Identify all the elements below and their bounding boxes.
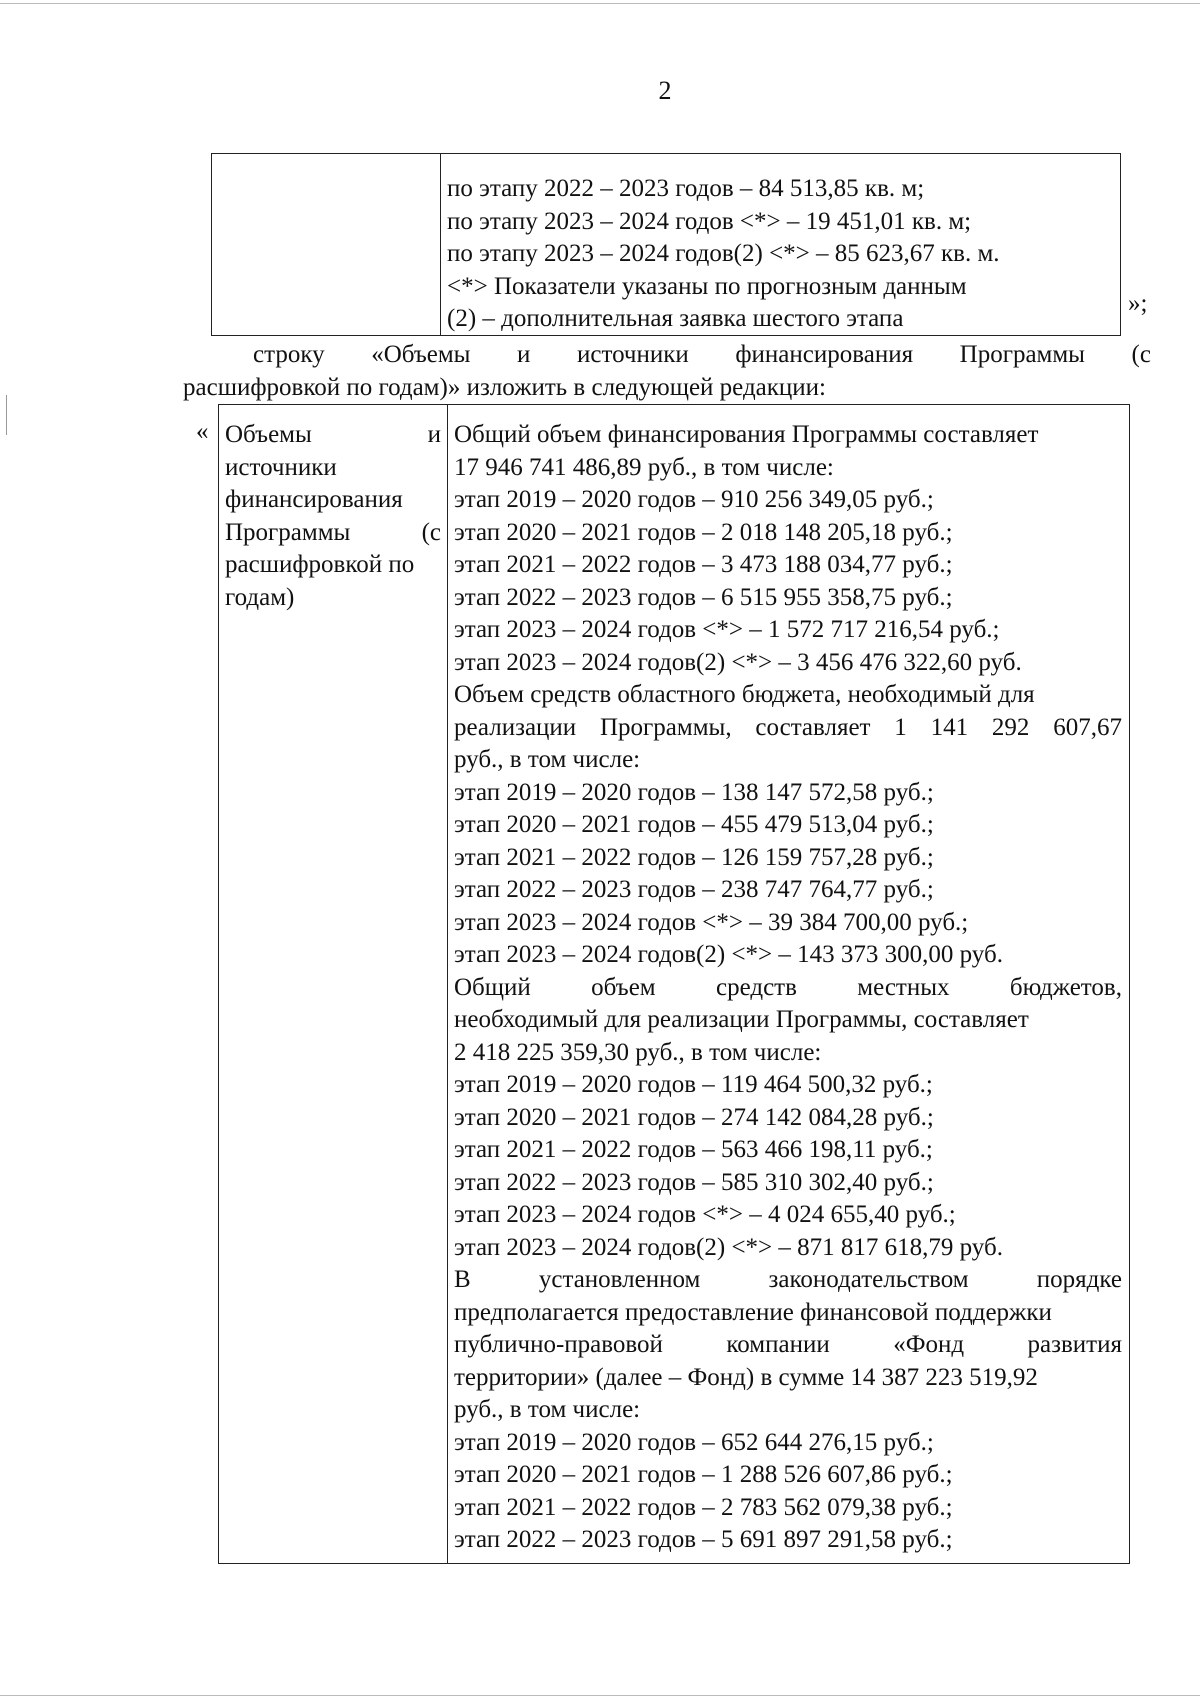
table-line-text: 2 418 225 359,30 руб., в том числе: bbox=[454, 1038, 822, 1066]
opening-quote: « bbox=[196, 418, 209, 445]
table-line-text: этап 2023 – 2024 годов(2) <*> – 871 817 618,79 руб. bbox=[454, 1233, 1003, 1261]
table-line bbox=[454, 1102, 1122, 1135]
table-line-text: и bbox=[427, 421, 441, 448]
paragraph-word: источники bbox=[577, 341, 689, 368]
amendment-paragraph bbox=[183, 339, 1151, 404]
table-line bbox=[454, 614, 1122, 647]
table-line-text: 292 bbox=[991, 713, 1030, 741]
table-line-text: средств bbox=[716, 973, 797, 1001]
top-table-line: по этапу 2023 – 2024 годов <*> – 19 451,01 кв. м; bbox=[447, 207, 972, 235]
table-line-text: этап 2020 – 2021 годов – 1 288 526 607,86 руб.; bbox=[454, 1461, 953, 1488]
table-line-text: этап 2020 – 2021 годов – 455 479 513,04 руб.; bbox=[454, 811, 934, 838]
table-line bbox=[454, 1199, 1122, 1232]
table-line-text: «Фонд bbox=[893, 1331, 965, 1358]
table-line bbox=[454, 517, 1122, 550]
paragraph-word: и bbox=[517, 341, 531, 368]
table-line-text: этап 2023 – 2024 годов(2) <*> – 143 373 300,00 руб. bbox=[454, 941, 1003, 968]
table-line-text: этап 2023 – 2024 годов <*> – 1 572 717 216,54 руб.; bbox=[454, 616, 1000, 643]
scan-edge-left bbox=[6, 395, 7, 435]
table-line-text: этап 2022 – 2023 годов – 585 310 302,40 руб.; bbox=[454, 1168, 934, 1196]
top-table-line: <*> Показатели указаны по прогнозным данным bbox=[447, 272, 967, 300]
table-line bbox=[454, 744, 1122, 777]
table-line bbox=[454, 1524, 1122, 1557]
table-line-text: этап 2019 – 2020 годов – 910 256 349,05 руб.; bbox=[454, 486, 934, 513]
table-line-text: этап 2023 – 2024 годов(2) <*> – 3 456 476 322,60 руб. bbox=[454, 648, 1022, 676]
table-line bbox=[454, 1362, 1122, 1395]
table-line bbox=[454, 1069, 1122, 1102]
table-line-text: объем bbox=[591, 973, 656, 1001]
table-line bbox=[225, 452, 441, 485]
table-line bbox=[454, 452, 1122, 485]
table-line-text: местных bbox=[857, 973, 950, 1001]
table-line bbox=[454, 1134, 1122, 1167]
funding-table-value-cell bbox=[454, 419, 1122, 1557]
table-line-text: этап 2020 – 2021 годов – 274 142 084,28 руб.; bbox=[454, 1103, 934, 1131]
table-line-text: Программы, bbox=[599, 713, 732, 741]
paragraph-word: финансирования bbox=[735, 341, 914, 368]
table-line-text: составляет bbox=[755, 713, 871, 741]
paragraph-word: «Объемы bbox=[371, 341, 471, 368]
paragraph-word: (с bbox=[1131, 341, 1151, 368]
table-line bbox=[454, 1297, 1122, 1330]
table-line bbox=[454, 907, 1122, 940]
table-line-text: Программы bbox=[225, 518, 351, 546]
table-line-text: этап 2019 – 2020 годов – 119 464 500,32 руб.; bbox=[454, 1071, 933, 1098]
table-line-text: реализации bbox=[454, 713, 577, 741]
table-line-text: этап 2022 – 2023 годов – 6 515 955 358,75 руб.; bbox=[454, 583, 953, 611]
top-table-line: по этапу 2022 – 2023 годов – 84 513,85 кв. м; bbox=[447, 175, 925, 202]
table-line-text: этап 2022 – 2023 годов – 5 691 897 291,58 руб.; bbox=[454, 1526, 953, 1553]
top-table-line: (2) – дополнительная заявка шестого этапа bbox=[447, 305, 904, 332]
table-line-text: развития bbox=[1027, 1331, 1122, 1358]
table-line bbox=[454, 1329, 1122, 1362]
table-line-text: источники bbox=[225, 453, 337, 481]
closing-quote: »; bbox=[1128, 290, 1148, 317]
table-line-text: порядке bbox=[1036, 1266, 1122, 1293]
table-line bbox=[454, 874, 1122, 907]
table-line bbox=[454, 1264, 1122, 1297]
table-line bbox=[454, 1427, 1122, 1460]
table-line-text: установленном bbox=[538, 1266, 701, 1293]
table-line-text: компании bbox=[726, 1331, 830, 1358]
top-table bbox=[211, 153, 1121, 336]
table-line-text: этап 2021 – 2022 годов – 3 473 188 034,77 руб.; bbox=[454, 551, 953, 578]
table-line-text: 141 bbox=[930, 713, 969, 741]
page-number: 2 bbox=[658, 76, 672, 105]
table-line-text: этап 2021 – 2022 годов – 126 159 757,28 руб.; bbox=[454, 843, 934, 871]
top-table-divider bbox=[440, 154, 441, 335]
table-line-text: этап 2023 – 2024 годов <*> – 39 384 700,00 руб.; bbox=[454, 908, 969, 936]
table-line-text: 1 bbox=[894, 713, 907, 741]
top-table-line: по этапу 2023 – 2024 годов(2) <*> – 85 623,67 кв. м. bbox=[447, 240, 1000, 267]
scan-edge-top bbox=[0, 3, 1200, 4]
table-line bbox=[454, 972, 1122, 1005]
table-line-text: этап 2022 – 2023 годов – 238 747 764,77 руб.; bbox=[454, 876, 934, 903]
table-line-text: Объем средств областного бюджета, необходимый для bbox=[454, 681, 1035, 708]
funding-table-divider bbox=[447, 405, 448, 1563]
table-line-text: финансирования bbox=[225, 486, 403, 513]
table-line-text: законодательством bbox=[768, 1266, 969, 1293]
table-line bbox=[454, 1037, 1122, 1070]
table-line-text: Общий bbox=[454, 973, 531, 1001]
paragraph-word: Программы bbox=[959, 341, 1085, 368]
table-line bbox=[454, 679, 1122, 712]
funding-table bbox=[218, 404, 1130, 1564]
scan-edge-bottom bbox=[0, 1695, 1200, 1696]
table-line-text: 607,67 bbox=[1053, 713, 1122, 741]
paragraph-word: строку bbox=[253, 341, 325, 368]
paragraph-line-2: расшифровкой по годам)» изложить в следующей редакции: bbox=[183, 373, 826, 401]
table-line bbox=[454, 582, 1122, 615]
table-line-text: В bbox=[454, 1266, 471, 1293]
table-line bbox=[454, 1492, 1122, 1525]
table-line bbox=[454, 1004, 1122, 1037]
table-line-text: годам) bbox=[225, 583, 295, 611]
table-line bbox=[454, 809, 1122, 842]
funding-table-label-cell bbox=[225, 419, 441, 614]
table-line bbox=[454, 549, 1122, 582]
table-line bbox=[454, 484, 1122, 517]
table-line-text: Общий объем финансирования Программы составляет bbox=[454, 421, 1039, 448]
table-line-text: Объемы bbox=[225, 421, 312, 448]
table-line-text: расшифровкой по bbox=[225, 551, 415, 578]
top-table-right-cell bbox=[447, 173, 1114, 336]
table-line bbox=[454, 419, 1122, 452]
table-line-text: 17 946 741 486,89 руб., в том числе: bbox=[454, 453, 834, 481]
table-line-text: этап 2019 – 2020 годов – 652 644 276,15 руб.; bbox=[454, 1428, 934, 1456]
table-line bbox=[454, 939, 1122, 972]
table-line bbox=[454, 1232, 1122, 1265]
paragraph-line-1 bbox=[183, 339, 1151, 372]
table-line-text: этап 2021 – 2022 годов – 563 466 198,11 руб.; bbox=[454, 1136, 933, 1163]
table-line bbox=[225, 419, 441, 452]
table-line-text: бюджетов, bbox=[1009, 973, 1122, 1001]
table-line bbox=[454, 647, 1122, 680]
table-line bbox=[454, 842, 1122, 875]
table-line-text: этап 2019 – 2020 годов – 138 147 572,58 руб.; bbox=[454, 778, 934, 806]
table-line bbox=[454, 1167, 1122, 1200]
table-line-text: (с bbox=[421, 518, 441, 546]
table-line bbox=[225, 549, 441, 582]
table-line bbox=[225, 517, 441, 550]
table-line bbox=[225, 582, 441, 615]
table-line bbox=[225, 484, 441, 517]
table-line-text: этап 2021 – 2022 годов – 2 783 562 079,38 руб.; bbox=[454, 1493, 953, 1521]
table-line-text: территории» (далее – Фонд) в сумме 14 387 223 519,92 bbox=[454, 1363, 1038, 1391]
table-line-text: руб., в том числе: bbox=[454, 1396, 641, 1423]
table-line bbox=[454, 1459, 1122, 1492]
table-line bbox=[454, 712, 1122, 745]
table-line-text: необходимый для реализации Программы, составляет bbox=[454, 1006, 1029, 1033]
table-line-text: этап 2023 – 2024 годов <*> – 4 024 655,40 руб.; bbox=[454, 1201, 956, 1228]
table-line-text: предполагается предоставление финансовой поддержки bbox=[454, 1298, 1052, 1326]
table-line bbox=[454, 777, 1122, 810]
table-line-text: этап 2020 – 2021 годов – 2 018 148 205,18 руб.; bbox=[454, 518, 953, 546]
table-line-text: публично-правовой bbox=[454, 1331, 663, 1358]
table-line-text: руб., в том числе: bbox=[454, 746, 641, 773]
table-line bbox=[454, 1394, 1122, 1427]
